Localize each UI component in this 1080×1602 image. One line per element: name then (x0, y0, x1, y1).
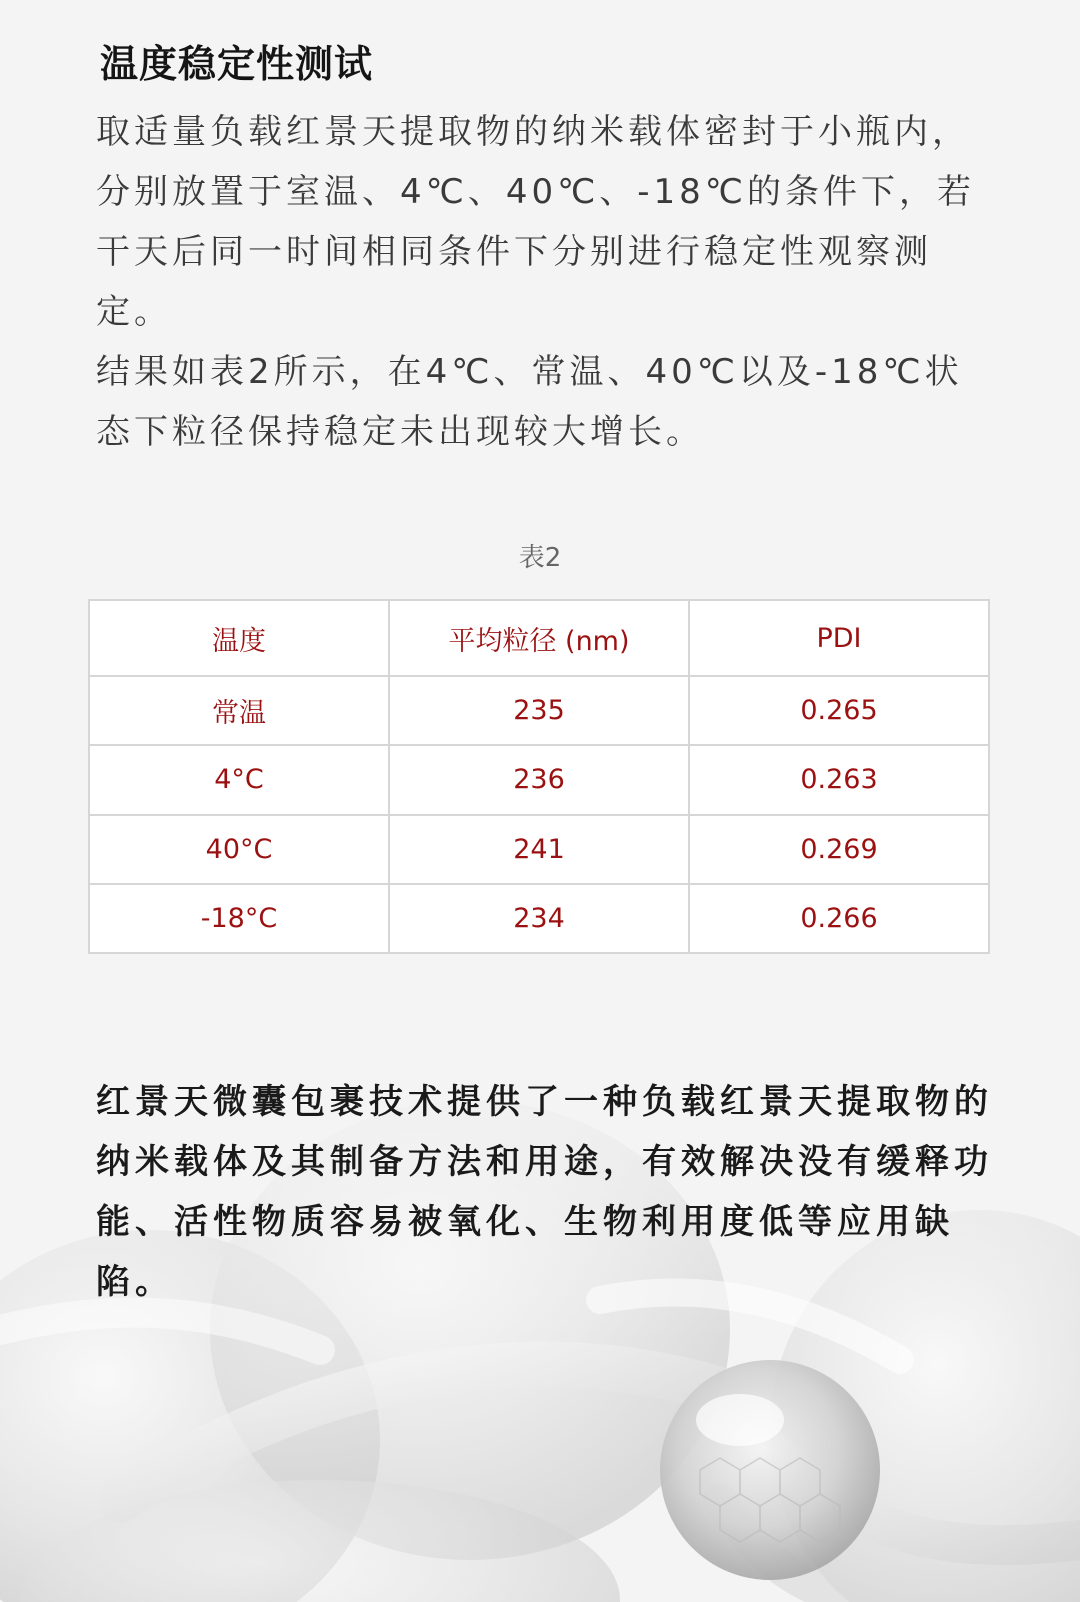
cell-pdi: 0.263 (689, 745, 989, 814)
result-paragraph: 结果如表2所示，在4℃、常温、40℃以及-18℃状态下粒径保持稳定未出现较大增长。 (96, 352, 963, 452)
cell-particle-size: 236 (389, 745, 689, 814)
stability-table (88, 599, 990, 954)
cell-temperature: 40°C (89, 815, 389, 884)
table-caption: 表2 (518, 543, 562, 573)
cell-temperature: 4°C (89, 745, 389, 814)
cell-pdi: 0.269 (689, 815, 989, 884)
cell-pdi: 0.265 (689, 676, 989, 745)
method-paragraph: 取适量负载红景天提取物的纳米载体密封于小瓶内，分别放置于室温、4℃、40℃、-18℃的条件下，若干天后同一时间相同条件下分别进行稳定性观察测定。 (96, 112, 975, 332)
header-temperature: 温度 (89, 600, 389, 676)
cell-particle-size: 235 (389, 676, 689, 745)
cell-temperature: 常温 (89, 676, 389, 745)
table-row (89, 815, 989, 884)
table-row (89, 884, 989, 953)
header-pdi: PDI (689, 600, 989, 676)
table-header-row (89, 600, 989, 676)
conclusion-paragraph: 红景天微囊包裹技术提供了一种负载红景天提取物的纳米载体及其制备方法和用途，有效解决没有缓释功能、活性物质容易被氧化、生物利用度低等应用缺陷。 (96, 1082, 993, 1302)
section-title: 温度稳定性测试 (100, 42, 374, 86)
table-row (89, 745, 989, 814)
cell-particle-size: 234 (389, 884, 689, 953)
header-particle-size: 平均粒径 (nm) (389, 600, 689, 676)
table-row (89, 676, 989, 745)
cell-temperature: -18°C (89, 884, 389, 953)
cell-pdi: 0.266 (689, 884, 989, 953)
cell-particle-size: 241 (389, 815, 689, 884)
